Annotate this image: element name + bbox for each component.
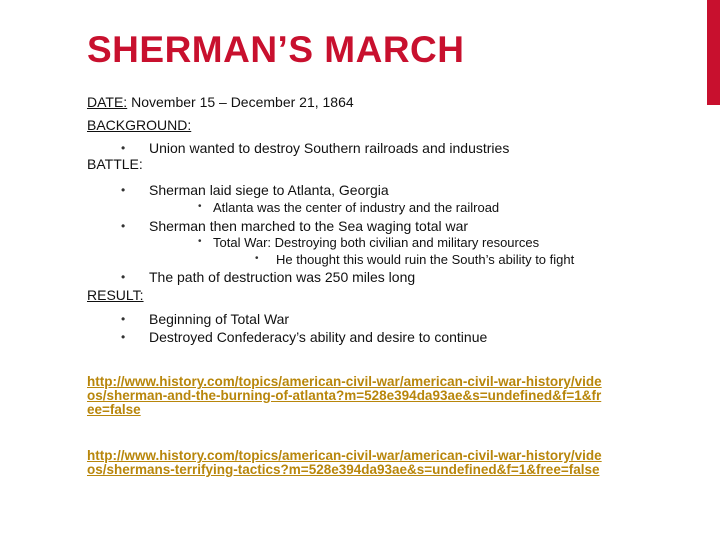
battle-label: BATTLE: [87, 156, 143, 172]
slide-title: SHERMAN’S MARCH [87, 29, 465, 70]
bullet-icon: • [121, 330, 126, 344]
bullet-icon: • [121, 183, 126, 197]
date-line [87, 94, 354, 110]
result-bullet-1: Beginning of Total War [149, 311, 290, 327]
date-value: November 15 – December 21, 1864 [131, 94, 354, 110]
bullet-icon: • [255, 253, 259, 264]
bullet-icon: • [198, 236, 202, 247]
battle-bullet-3: The path of destruction was 250 miles long [149, 269, 416, 285]
battle-sub-bullet-2: Total War: Destroying both civilian and military resources [213, 235, 540, 250]
bullet-icon: • [121, 141, 126, 155]
bullet-icon: • [198, 201, 202, 212]
background-bullet-1: Union wanted to destroy Southern railroads and industries [149, 140, 510, 156]
battle-bullet-1: Sherman laid siege to Atlanta, Georgia [149, 182, 389, 198]
accent-bar [707, 0, 720, 105]
background-label: BACKGROUND: [87, 117, 192, 133]
result-label: RESULT: [87, 287, 144, 303]
battle-bullet-2: Sherman then marched to the Sea waging total war [149, 218, 469, 234]
video-link-2[interactable]: http://www.history.com/topics/american-civil-war/american-civil-war-history/videos/shermans-terrifying-tactics?m=528e394da93ae&s=undefined&f=1&free=false [87, 448, 602, 477]
date-label: DATE: [87, 94, 128, 110]
bullet-icon: • [121, 219, 126, 233]
video-link-1[interactable]: http://www.history.com/topics/american-civil-war/american-civil-war-history/videos/sherman-and-the-burning-of-atlanta?m=528e394da93ae&s=undefined&f=1&free=false [87, 374, 602, 417]
battle-sub-sub-bullet-1: He thought this would ruin the South’s ability to fight [276, 252, 575, 267]
battle-sub-bullet-1: Atlanta was the center of industry and the railroad [213, 200, 500, 215]
bullet-icon: • [121, 270, 126, 284]
result-bullet-2: Destroyed Confederacy’s ability and desire to continue [149, 329, 488, 345]
bullet-icon: • [121, 312, 126, 326]
